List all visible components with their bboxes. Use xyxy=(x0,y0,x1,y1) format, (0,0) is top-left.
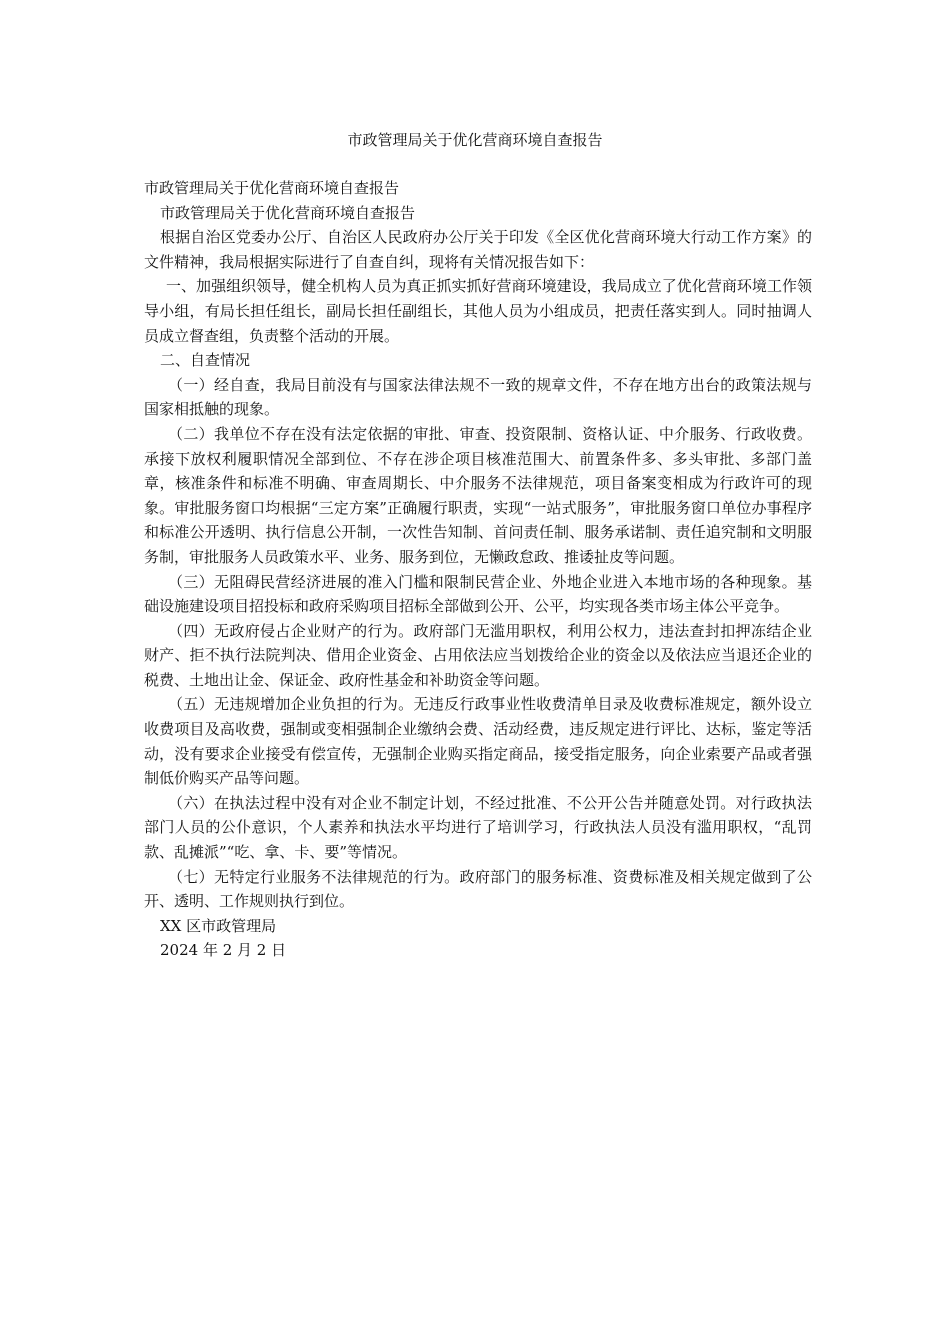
item-1-paragraph: （一）经自查，我局目前没有与国家法律法规不一致的规章文件，不存在地方出台的政策法规与国家相抵触的现象。 xyxy=(144,375,812,419)
item-2-paragraph: （二）我单位不存在没有法定依据的审批、审查、投资限制、资格认证、中介服务、行政收费。承接下放权利履职情况全部到位、不存在涉企项目核准范围大、前置条件多、多头审批、多部门盖章，核准条件和标准不明确、审查周期长、中介服务不法律规范，项目备案变相成为行政许可的现象。审批服务窗口均根据“三定方案”正确履行职责，实现“一站式服务”，审批服务窗口单位办事程序和标准公开透明、执行信息公开制，一次性告知制、首问责任制、服务承诺制、责任追究制和文明服务制，审批服务人员政策水平、业务、服务到位，无懒政怠政、推诿扯皮等问题。 xyxy=(144,424,812,566)
item-3-paragraph: （三）无阻碍民营经济进展的准入门槛和限制民营企业、外地企业进入本地市场的各种现象。基础设施建设项目招投标和政府采购项目招标全部做到公开、公平，均实现各类市场主体公平竞争。 xyxy=(144,572,812,616)
item-4-paragraph: （四）无政府侵占企业财产的行为。政府部门无滥用职权，利用公权力，违法查封扣押冻结企业财产、拒不执行法院判决、借用企业资金、占用依法应当划拨给企业的资金以及依法应当退还企业的税费、土地出让金、保证金、政府性基金和补助资金等问题。 xyxy=(144,621,812,689)
heading-line: 市政管理局关于优化营商环境自查报告 xyxy=(144,179,400,197)
signature: XX 区市政管理局 xyxy=(160,916,277,935)
subheading-line: 市政管理局关于优化营商环境自查报告 xyxy=(160,203,416,222)
intro-paragraph: 根据自治区党委办公厅、自治区人民政府办公厅关于印发《全区优化营商环境大行动工作方案》的文件精神，我局根据实际进行了自查自纠，现将有关情况报告如下： xyxy=(144,228,812,271)
document-title: 市政管理局关于优化营商环境自查报告 xyxy=(347,131,603,149)
section-1-paragraph: 一、加强组织领导，健全机构人员为真正抓实抓好营商环境建设，我局成立了优化营商环境工作领导小组，有局长担任组长，副局长担任副组长，其他人员为小组成员，把责任落实到人。同时抽调人员成立督查组，负责整个活动的开展。 xyxy=(144,277,812,345)
item-7-paragraph: （七）无特定行业服务不法律规范的行为。政府部门的服务标准、资费标准及相关规定做到了公开、透明、工作规则执行到位。 xyxy=(144,867,812,911)
item-5-paragraph: （五）无违规增加企业负担的行为。无违反行政事业性收费清单目录及收费标准规定，额外设立收费项目及高收费，强制或变相强制企业缴纳会费、活动经费，违反规定进行评比、达标，鉴定等活动，没有要求企业接受有偿宣传，无强制企业购买指定商品，接受指定服务，向企业索要产品或者强制低价购买产品等问题。 xyxy=(144,695,812,788)
section-2-heading: 二、自查情况 xyxy=(160,351,251,370)
item-6-paragraph: （六）在执法过程中没有对企业不制定计划，不经过批准、不公开公告并随意处罚。对行政执法部门人员的公仆意识，个人素养和执法水平均进行了培训学习，行政执法人员没有滥用职权，“乱罚款、乱摊派”“吃、拿、卡、要”等情况。 xyxy=(144,793,812,862)
document-body xyxy=(144,176,812,963)
document-date: 2024 年 2 月 2 日 xyxy=(160,941,287,960)
